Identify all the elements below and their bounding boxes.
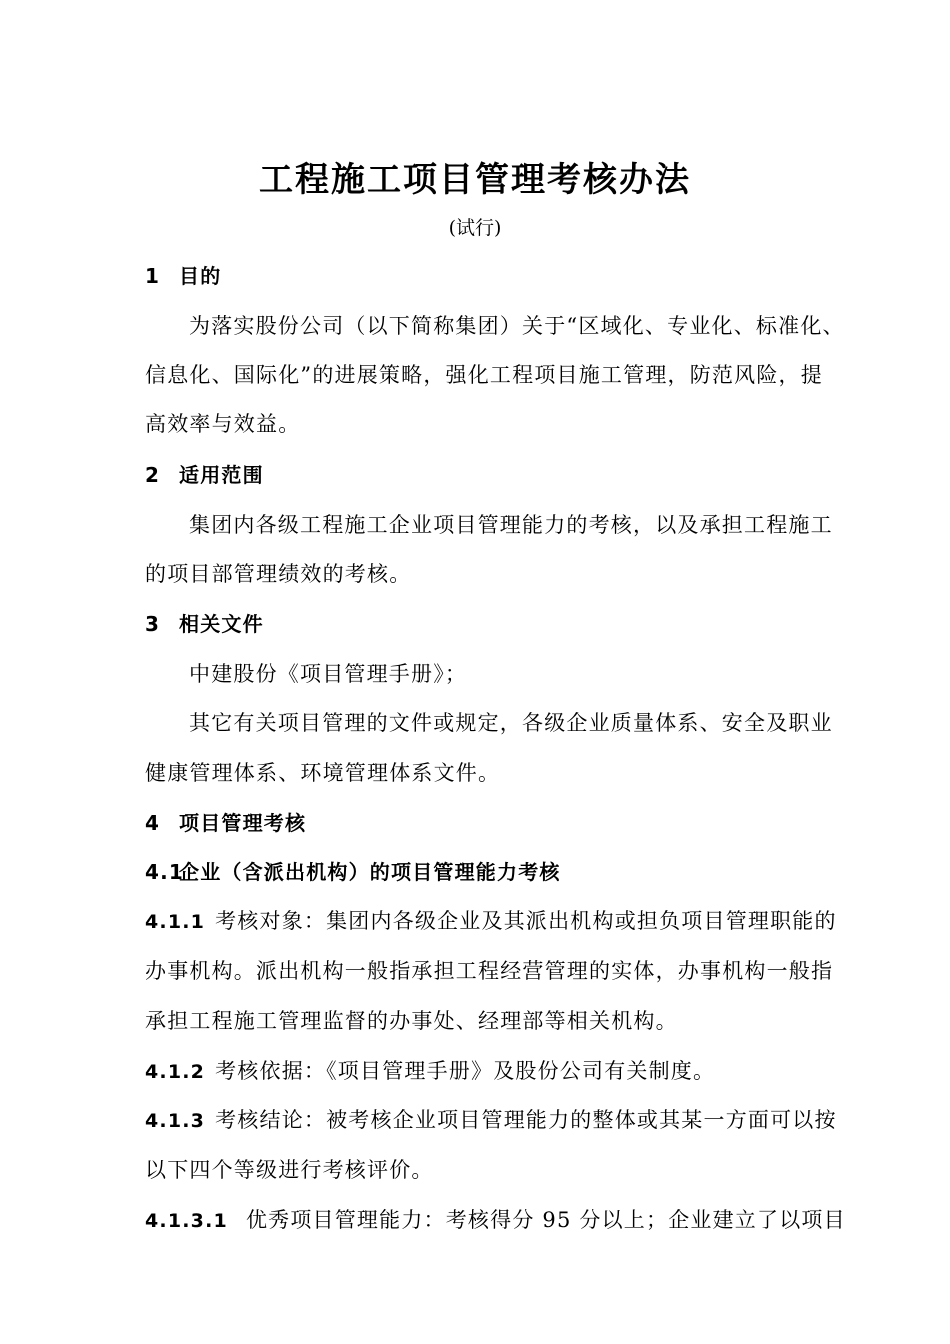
- clause-text: 优秀项目管理能力：考核得分 95 分以上；企业建立了以项目: [245, 1208, 846, 1232]
- paragraph-line: 信息化、国际化”的进展策略，强化工程项目施工管理，防范风险，提: [145, 363, 823, 387]
- section-number: 3: [145, 612, 161, 636]
- paragraph-line: 健康管理体系、环境管理体系文件。: [145, 761, 501, 785]
- paragraph-line: 以下四个等级进行考核评价。: [145, 1158, 434, 1182]
- document-title: 工程施工项目管理考核办法: [259, 160, 691, 200]
- paragraph-line: 承担工程施工管理监督的办事处、经理部等相关机构。: [145, 1009, 678, 1033]
- clause-text: 考核结论：被考核企业项目管理能力的整体或其某一方面可以按: [215, 1108, 837, 1132]
- paragraph-line: 集团内各级工程施工企业项目管理能力的考核，以及承担工程施工: [189, 513, 833, 537]
- document-subtitle: (试行): [448, 217, 502, 239]
- section-heading-1: [145, 261, 221, 291]
- section-number: 4: [145, 811, 161, 835]
- clause-number: 4.1.2: [145, 1061, 206, 1083]
- section-title: 适用范围: [179, 463, 264, 487]
- clause-text: 考核依据：《项目管理手册》及股份公司有关制度。: [215, 1059, 716, 1083]
- paragraph-line: 其它有关项目管理的文件或规定，各级企业质量体系、安全及职业: [189, 711, 833, 735]
- clause-number: 4.1.1: [145, 911, 206, 933]
- clause-text: 考核对象：集团内各级企业及其派出机构或担负项目管理职能的: [215, 909, 837, 933]
- subsection-heading-4-1: [145, 857, 561, 887]
- section-heading-2: [145, 460, 264, 490]
- clause-4-1-3-1: [145, 1205, 846, 1236]
- paragraph-line: 高效率与效益。: [145, 412, 301, 436]
- paragraph-line: 为落实股份公司（以下简称集团）关于“区域化、专业化、标准化、: [189, 314, 845, 338]
- section-title: 相关文件: [179, 612, 264, 636]
- paragraph-line: 办事机构。派出机构一般指承担工程经营管理的实体，办事机构一般指: [145, 959, 834, 983]
- section-number: 2: [145, 463, 161, 487]
- section-title: 目的: [179, 264, 222, 288]
- clause-4-1-2: [145, 1056, 715, 1087]
- clause-number: 4.1.3.1: [145, 1210, 228, 1232]
- subsection-number: 4.1: [145, 860, 185, 884]
- section-heading-4: [145, 808, 306, 838]
- section-heading-3: [145, 609, 264, 639]
- paragraph-line: 的项目部管理绩效的考核。: [145, 562, 412, 586]
- section-number: 1: [145, 264, 161, 288]
- clause-number: 4.1.3: [145, 1110, 206, 1132]
- clause-4-1-3: [145, 1105, 837, 1136]
- paragraph-line: 中建股份《项目管理手册》；: [189, 662, 468, 686]
- subsection-title: 企业（含派出机构）的项目管理能力考核: [179, 860, 561, 884]
- section-title: 项目管理考核: [179, 811, 307, 835]
- clause-4-1-1: [145, 906, 837, 937]
